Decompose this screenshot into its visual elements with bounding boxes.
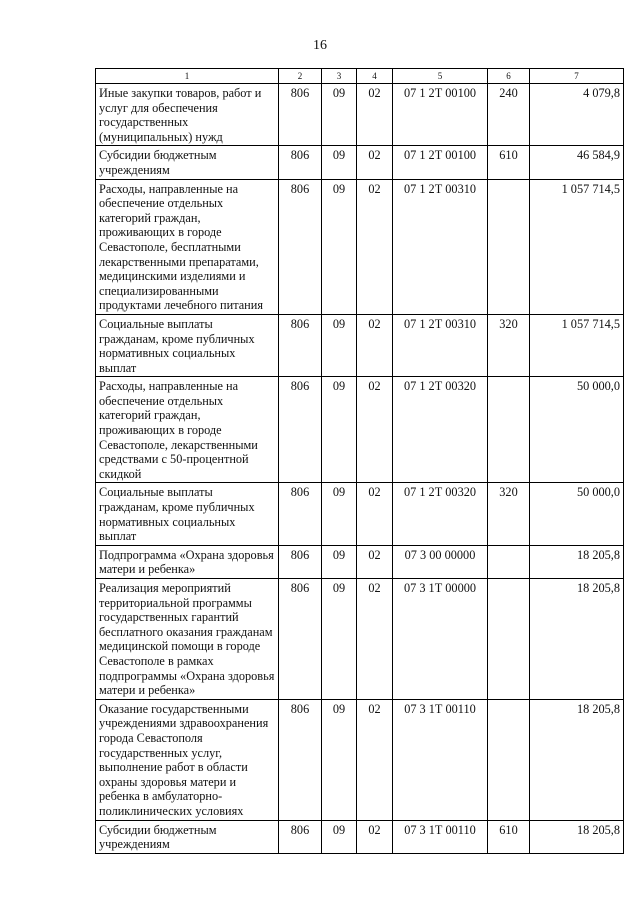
cell-amount: 18 205,8 [530, 820, 624, 853]
table-row [96, 179, 624, 314]
cell-grbs: 806 [279, 820, 322, 853]
cell-section: 09 [322, 377, 357, 483]
cell-target-article: 07 1 2Т 00100 [393, 146, 488, 179]
table-row [96, 545, 624, 578]
cell-section: 09 [322, 699, 357, 820]
table-row [96, 699, 624, 820]
cell-expense-type: 240 [488, 84, 530, 146]
header-col-7: 7 [530, 69, 624, 84]
cell-expense-type [488, 699, 530, 820]
cell-section: 09 [322, 483, 357, 545]
header-col-2: 2 [279, 69, 322, 84]
cell-target-article: 07 1 2Т 00310 [393, 179, 488, 314]
cell-expense-type: 320 [488, 314, 530, 376]
cell-amount: 50 000,0 [530, 483, 624, 545]
cell-expense-type: 610 [488, 820, 530, 853]
cell-subsection: 02 [357, 84, 393, 146]
cell-section: 09 [322, 314, 357, 376]
cell-grbs: 806 [279, 84, 322, 146]
cell-amount: 4 079,8 [530, 84, 624, 146]
cell-amount: 50 000,0 [530, 377, 624, 483]
cell-subsection: 02 [357, 314, 393, 376]
cell-name: Оказание государственными учреждениями здравоохранения города Севастополя государственных услуг, выполнение работ в области охраны здоровья матери и ребенка в амбулаторно-поликлинических условиях [96, 699, 279, 820]
cell-name: Социальные выплаты гражданам, кроме публичных нормативных социальных выплат [96, 483, 279, 545]
cell-section: 09 [322, 146, 357, 179]
table-body [96, 84, 624, 854]
cell-target-article: 07 1 2Т 00320 [393, 377, 488, 483]
cell-expense-type [488, 377, 530, 483]
table-row [96, 377, 624, 483]
cell-section: 09 [322, 579, 357, 700]
cell-section: 09 [322, 820, 357, 853]
cell-subsection: 02 [357, 820, 393, 853]
cell-target-article: 07 3 00 00000 [393, 545, 488, 578]
cell-amount: 1 057 714,5 [530, 179, 624, 314]
cell-name: Субсидии бюджетным учреждениям [96, 820, 279, 853]
table-row [96, 579, 624, 700]
table-row [96, 483, 624, 545]
cell-subsection: 02 [357, 579, 393, 700]
cell-grbs: 806 [279, 179, 322, 314]
cell-expense-type: 320 [488, 483, 530, 545]
cell-section: 09 [322, 545, 357, 578]
cell-section: 09 [322, 179, 357, 314]
cell-amount: 18 205,8 [530, 699, 624, 820]
header-col-4: 4 [357, 69, 393, 84]
cell-name: Субсидии бюджетным учреждениям [96, 146, 279, 179]
cell-subsection: 02 [357, 377, 393, 483]
cell-grbs: 806 [279, 579, 322, 700]
cell-target-article: 07 1 2Т 00310 [393, 314, 488, 376]
header-col-6: 6 [488, 69, 530, 84]
cell-amount: 18 205,8 [530, 545, 624, 578]
cell-section: 09 [322, 84, 357, 146]
cell-grbs: 806 [279, 377, 322, 483]
cell-grbs: 806 [279, 314, 322, 376]
cell-grbs: 806 [279, 545, 322, 578]
cell-target-article: 07 3 1Т 00000 [393, 579, 488, 700]
cell-expense-type [488, 579, 530, 700]
cell-expense-type: 610 [488, 146, 530, 179]
cell-subsection: 02 [357, 545, 393, 578]
cell-subsection: 02 [357, 146, 393, 179]
table-row [96, 146, 624, 179]
header-col-5: 5 [393, 69, 488, 84]
cell-subsection: 02 [357, 699, 393, 820]
cell-expense-type [488, 179, 530, 314]
cell-expense-type [488, 545, 530, 578]
table-row [96, 314, 624, 376]
header-col-3: 3 [322, 69, 357, 84]
cell-subsection: 02 [357, 179, 393, 314]
table-row [96, 820, 624, 853]
budget-table [95, 68, 624, 854]
cell-name: Подпрограмма «Охрана здоровья матери и ребенка» [96, 545, 279, 578]
cell-target-article: 07 3 1Т 00110 [393, 699, 488, 820]
cell-name: Иные закупки товаров, работ и услуг для обеспечения государственных (муниципальных) нужд [96, 84, 279, 146]
page-number: 16 [313, 38, 327, 53]
table-header-row [96, 69, 624, 84]
cell-grbs: 806 [279, 483, 322, 545]
cell-name: Расходы, направленные на обеспечение отдельных категорий граждан, проживающих в городе Севастополе, лекарственными средствами с 50-процентной скидкой [96, 377, 279, 483]
cell-name: Социальные выплаты гражданам, кроме публичных нормативных социальных выплат [96, 314, 279, 376]
cell-amount: 1 057 714,5 [530, 314, 624, 376]
cell-name: Реализация мероприятий территориальной программы государственных гарантий бесплатного оказания гражданам медицинской помощи в городе Севастополе в рамках подпрограммы «Охрана здоровья матери и ребенка» [96, 579, 279, 700]
cell-target-article: 07 3 1Т 00110 [393, 820, 488, 853]
cell-amount: 18 205,8 [530, 579, 624, 700]
cell-amount: 46 584,9 [530, 146, 624, 179]
cell-target-article: 07 1 2Т 00100 [393, 84, 488, 146]
header-col-1: 1 [96, 69, 279, 84]
cell-grbs: 806 [279, 699, 322, 820]
table-row [96, 84, 624, 146]
cell-grbs: 806 [279, 146, 322, 179]
cell-target-article: 07 1 2Т 00320 [393, 483, 488, 545]
cell-name: Расходы, направленные на обеспечение отдельных категорий граждан, проживающих в городе Севастополе, бесплатными лекарственными препаратами, медицинскими изделиями и специализированными продуктами лечебного питания [96, 179, 279, 314]
cell-subsection: 02 [357, 483, 393, 545]
